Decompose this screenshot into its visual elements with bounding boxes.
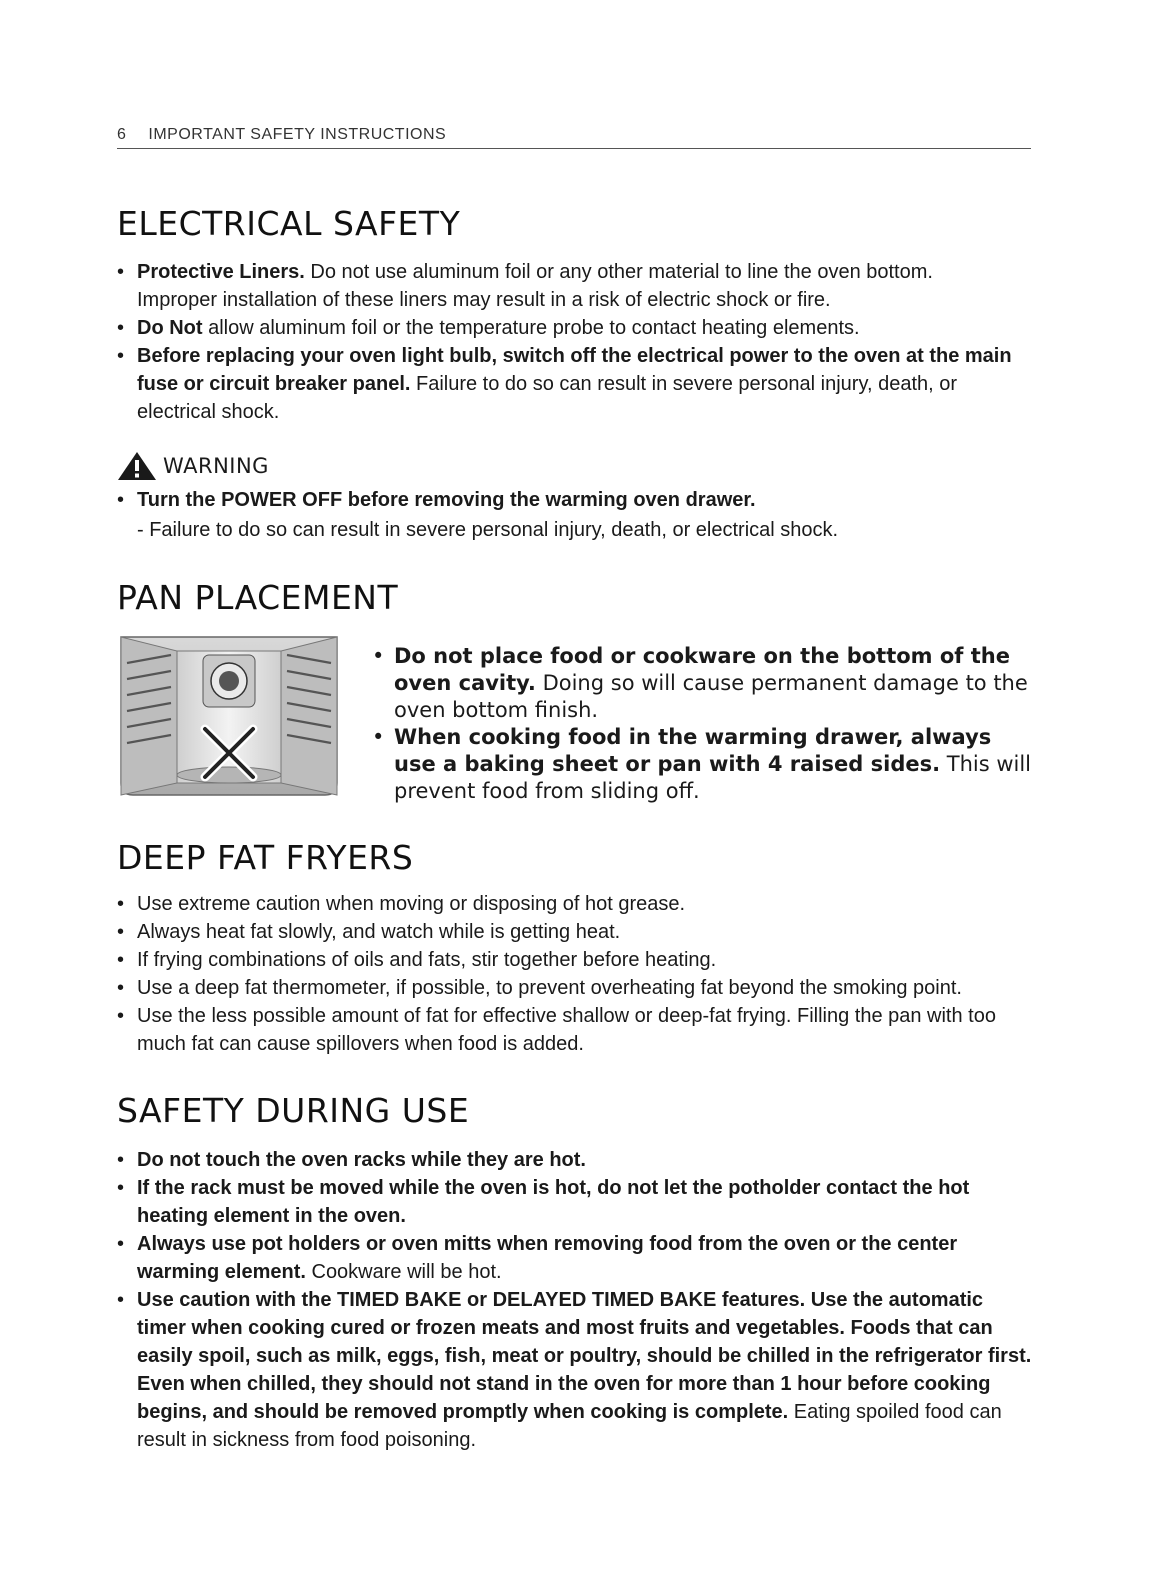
warning-list (117, 486, 1017, 514)
running-header (117, 126, 1031, 149)
list-item: • Turn the POWER OFF before removing the warming oven drawer. (117, 486, 1017, 514)
pan-placement-title: PAN PLACEMENT (117, 578, 399, 617)
list-item: • Do not place food or cookware on the bottom of the oven cavity. Doing so will cause permanent damage to the oven bottom finish. (372, 643, 1032, 724)
list-item: • Do Not allow aluminum foil or the temperature probe to contact heating elements. (117, 314, 1017, 342)
header-section: IMPORTANT SAFETY INSTRUCTIONS (148, 126, 447, 143)
list-item: • Use the less possible amount of fat for effective shallow or deep-fat frying. Filling the pan with too much fat can cause spillovers when food is added. (117, 1002, 1032, 1058)
pan-placement-list (372, 643, 1032, 805)
list-item: • If the rack must be moved while the oven is hot, do not let the potholder contact the hot heating element in the oven. (117, 1174, 1032, 1230)
deep-fat-fryers-list (117, 890, 1032, 1058)
list-item: • Use extreme caution when moving or disposing of hot grease. (117, 890, 1032, 918)
list-item: • Always heat fat slowly, and watch while is getting heat. (117, 918, 1032, 946)
list-item: • If frying combinations of oils and fats, stir together before heating. (117, 946, 1032, 974)
electrical-safety-list (117, 258, 1017, 426)
warning-label: WARNING (163, 454, 269, 478)
list-item: • Use caution with the TIMED BAKE or DELAYED TIMED BAKE features. Use the automatic timer when cooking cured or frozen meats and most fruits and vegetables. Foods that can easily spoil, such as milk, eggs, fish, meat or poultry, should be chilled in the refrigerator first. Even when chilled, they should not stand in the oven for more than 1 hour before cooking begins, and should be removed promptly when cooking is complete. Eating spoiled food can result in sickness from food poisoning. (117, 1286, 1032, 1454)
electrical-safety-title: ELECTRICAL SAFETY (117, 204, 461, 243)
oven-cavity-x-illustration (115, 633, 343, 797)
warning-triangle-icon (117, 451, 157, 481)
warning-detail: - Failure to do so can result in severe personal injury, death, or electrical shock. (137, 519, 839, 541)
list-item: • Always use pot holders or oven mitts when removing food from the oven or the center warming element. Cookware will be hot. (117, 1230, 1032, 1286)
page-number: 6 (117, 126, 127, 143)
list-item: • Use a deep fat thermometer, if possible, to prevent overheating fat beyond the smoking point. (117, 974, 1032, 1002)
list-item: • Do not touch the oven racks while they are hot. (117, 1146, 1032, 1174)
list-item: • Before replacing your oven light bulb, switch off the electrical power to the oven at the main fuse or circuit breaker panel. Failure to do so can result in severe personal injury, death, or electrical shock. (117, 342, 1017, 426)
warning-heading (117, 450, 269, 482)
list-item: • Protective Liners. Do not use aluminum foil or any other material to line the oven bottom. Improper installation of these liners may result in a risk of electric shock or fire. (117, 258, 1017, 314)
list-item: • When cooking food in the warming drawer, always use a baking sheet or pan with 4 raised sides. This will prevent food from sliding off. (372, 724, 1032, 805)
safety-during-use-title: SAFETY DURING USE (117, 1091, 470, 1130)
deep-fat-fryers-title: DEEP FAT FRYERS (117, 838, 414, 877)
safety-during-use-list (117, 1146, 1032, 1454)
